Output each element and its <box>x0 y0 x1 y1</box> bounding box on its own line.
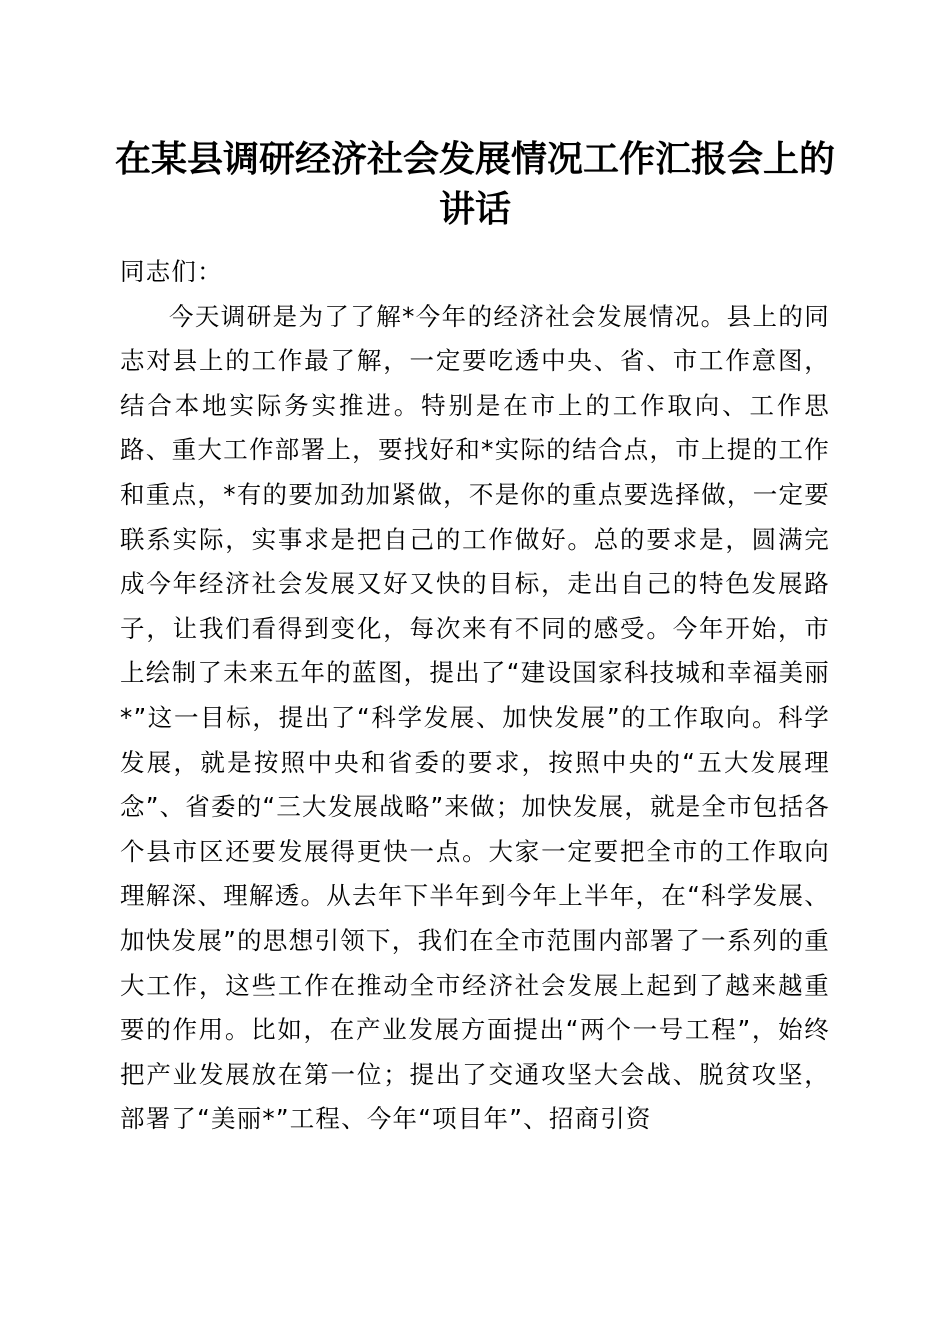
document-body <box>120 250 830 1142</box>
body-paragraph: 今天调研是为了了解*今年的经济社会发展情况。县上的同志对县上的工作最了解，一定要吃透中央、省、市工作意图，结合本地实际务实推进。特别是在市上的工作取向、工作思路、重大工作部署上，要找好和*实际的结合点，市上提的工作和重点，*有的要加劲加紧做，不是你的重点要选择做，一定要联系实际，实事求是把自己的工作做好。总的要求是，圆满完成今年经济社会发展又好又快的目标，走出自己的特色发展路子，让我们看得到变化，每次来有不同的感受。今年开始，市上绘制了未来五年的蓝图，提出了“建设国家科技城和幸福美丽*”这一目标，提出了“科学发展、加快发展”的工作取向。科学发展，就是按照中央和省委的要求，按照中央的“五大发展理念”、省委的“三大发展战略”来做；加快发展，就是全市包括各个县市区还要发展得更快一点。大家一定要把全市的工作取向理解深、理解透。从去年下半年到今年上半年，在“科学发展、加快发展”的思想引领下，我们在全市范围内部署了一系列的重大工作，这些工作在推动全市经济社会发展上起到了越来越重要的作用。比如，在产业发展方面提出“两个一号工程”，始终把产业发展放在第一位；提出了交通攻坚大会战、脱贫攻坚，部署了“美丽*”工程、今年“项目年”、招商引资 <box>120 301 830 1134</box>
salutation: 同志们： <box>120 257 223 286</box>
document-title <box>110 134 840 234</box>
title-line-1: 在某县调研经济社会发展情况工作汇报会上的 <box>114 138 835 180</box>
title-line-2: 讲话 <box>438 188 511 230</box>
